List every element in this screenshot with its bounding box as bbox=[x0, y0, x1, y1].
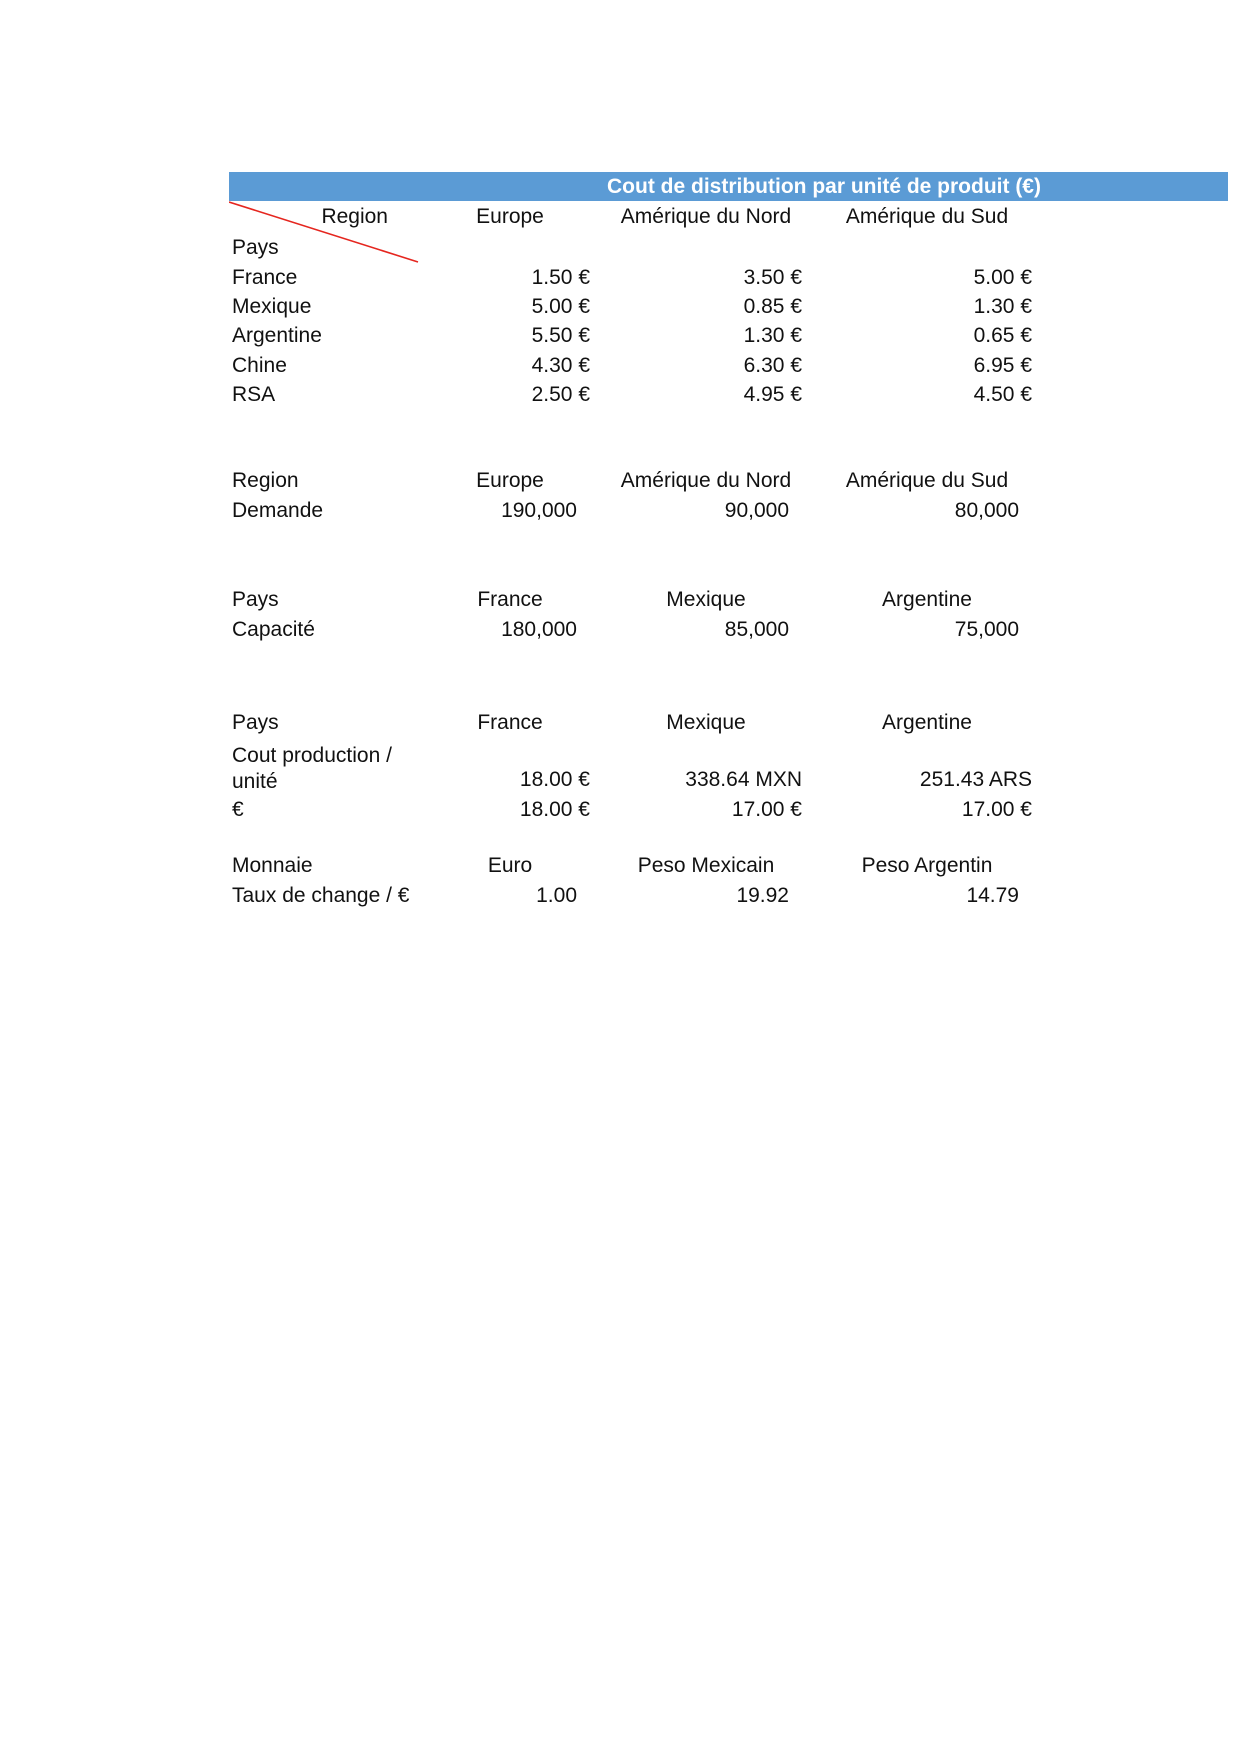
demand-values-row bbox=[229, 496, 1042, 526]
column-header-amerique-sud: Amérique du Sud bbox=[845, 205, 1009, 228]
distribution-cost-table bbox=[229, 201, 1042, 409]
cell-value: 1.50 € bbox=[531, 266, 590, 289]
cell-value: 190,000 bbox=[501, 499, 577, 522]
cell-value: Euro bbox=[487, 854, 533, 877]
cell-value: Peso Mexicain bbox=[637, 854, 775, 877]
cell-value: 17.00 € bbox=[961, 798, 1032, 821]
column-header-argentine: Argentine bbox=[882, 588, 972, 611]
row-label: France bbox=[232, 266, 298, 289]
row-label: RSA bbox=[232, 382, 276, 406]
distribution-header-row bbox=[229, 201, 1042, 263]
column-header-mexique: Mexique bbox=[666, 588, 746, 611]
demand-header-row bbox=[229, 466, 1042, 496]
cell-value: 1.00 bbox=[536, 884, 577, 907]
region-pays-corner-cell bbox=[229, 201, 420, 263]
cell-value: 0.85 € bbox=[743, 295, 802, 319]
cell-value: 18.00 € bbox=[519, 768, 590, 791]
cell-value: 90,000 bbox=[724, 499, 789, 522]
row-label: Mexique bbox=[232, 295, 312, 319]
cell-value: 4.95 € bbox=[743, 382, 802, 406]
row-label: Pays bbox=[232, 588, 279, 611]
row-label: Monnaie bbox=[232, 854, 313, 877]
column-header-amerique-sud: Amérique du Sud bbox=[845, 469, 1009, 492]
row-label: Cout production / unité bbox=[232, 744, 392, 793]
corner-pays-label: Pays bbox=[232, 236, 279, 259]
cell-value: 6.95 € bbox=[973, 353, 1032, 377]
table-row-rsa bbox=[229, 380, 1042, 409]
row-label: € bbox=[232, 798, 244, 821]
corner-region-label: Region bbox=[321, 205, 388, 228]
cell-value: 180,000 bbox=[501, 618, 577, 641]
cell-value: 2.50 € bbox=[531, 382, 590, 406]
column-header-amerique-nord: Amérique du Nord bbox=[620, 205, 792, 228]
cell-value: 1.30 € bbox=[743, 324, 802, 348]
row-label: Taux de change / € bbox=[232, 884, 410, 907]
column-header-argentine: Argentine bbox=[882, 711, 972, 734]
cell-value: 251.43 ARS bbox=[919, 768, 1032, 791]
production-header-row bbox=[229, 705, 1042, 740]
cell-value: 80,000 bbox=[954, 499, 1019, 522]
cell-value: 338.64 MXN bbox=[685, 768, 802, 791]
production-cost-table bbox=[229, 705, 1042, 825]
table-row-chine bbox=[229, 351, 1042, 380]
row-label: Pays bbox=[232, 711, 279, 734]
row-label: Argentine bbox=[232, 324, 322, 348]
currency-names-row bbox=[229, 851, 1042, 881]
cell-value: 3.50 € bbox=[743, 266, 802, 289]
production-local-currency-row bbox=[229, 740, 1042, 795]
demand-table bbox=[229, 466, 1042, 526]
cell-value: 5.50 € bbox=[531, 324, 590, 348]
cell-value: 14.79 bbox=[966, 884, 1019, 907]
cell-value: 0.65 € bbox=[973, 324, 1032, 348]
column-header-europe: Europe bbox=[476, 205, 544, 228]
cell-value: Peso Argentin bbox=[861, 854, 993, 877]
cell-value: 75,000 bbox=[954, 618, 1019, 641]
capacity-header-row bbox=[229, 585, 1042, 615]
cell-value: 18.00 € bbox=[519, 798, 590, 821]
row-label: Capacité bbox=[232, 618, 315, 641]
table-row-france bbox=[229, 263, 1042, 292]
cell-value: 4.30 € bbox=[531, 353, 590, 377]
row-label: Demande bbox=[232, 499, 324, 522]
cell-value: 6.30 € bbox=[743, 353, 802, 377]
cell-value: 5.00 € bbox=[531, 295, 590, 319]
capacity-values-row bbox=[229, 615, 1042, 645]
table-row-mexique bbox=[229, 292, 1042, 321]
row-label: Chine bbox=[232, 353, 287, 377]
production-euro-row bbox=[229, 795, 1042, 825]
page-title: Cout de distribution par unité de produit (€) bbox=[607, 175, 1041, 198]
cell-value: 5.00 € bbox=[973, 266, 1032, 289]
cell-value: 4.50 € bbox=[973, 382, 1032, 406]
cell-value: 17.00 € bbox=[731, 798, 802, 821]
column-header-mexique: Mexique bbox=[666, 711, 746, 734]
cell-value: 1.30 € bbox=[973, 295, 1032, 319]
column-header-france: France bbox=[477, 711, 543, 734]
cell-value: 85,000 bbox=[724, 618, 789, 641]
currency-table bbox=[229, 851, 1042, 911]
row-label: Region bbox=[232, 469, 299, 492]
capacity-table bbox=[229, 585, 1042, 645]
cell-value: 19.92 bbox=[736, 884, 789, 907]
table-row-argentine bbox=[229, 321, 1042, 350]
exchange-rate-row bbox=[229, 881, 1042, 911]
title-bar bbox=[229, 172, 1228, 201]
column-header-europe: Europe bbox=[476, 469, 544, 492]
column-header-france: France bbox=[477, 588, 543, 611]
column-header-amerique-nord: Amérique du Nord bbox=[620, 469, 792, 492]
